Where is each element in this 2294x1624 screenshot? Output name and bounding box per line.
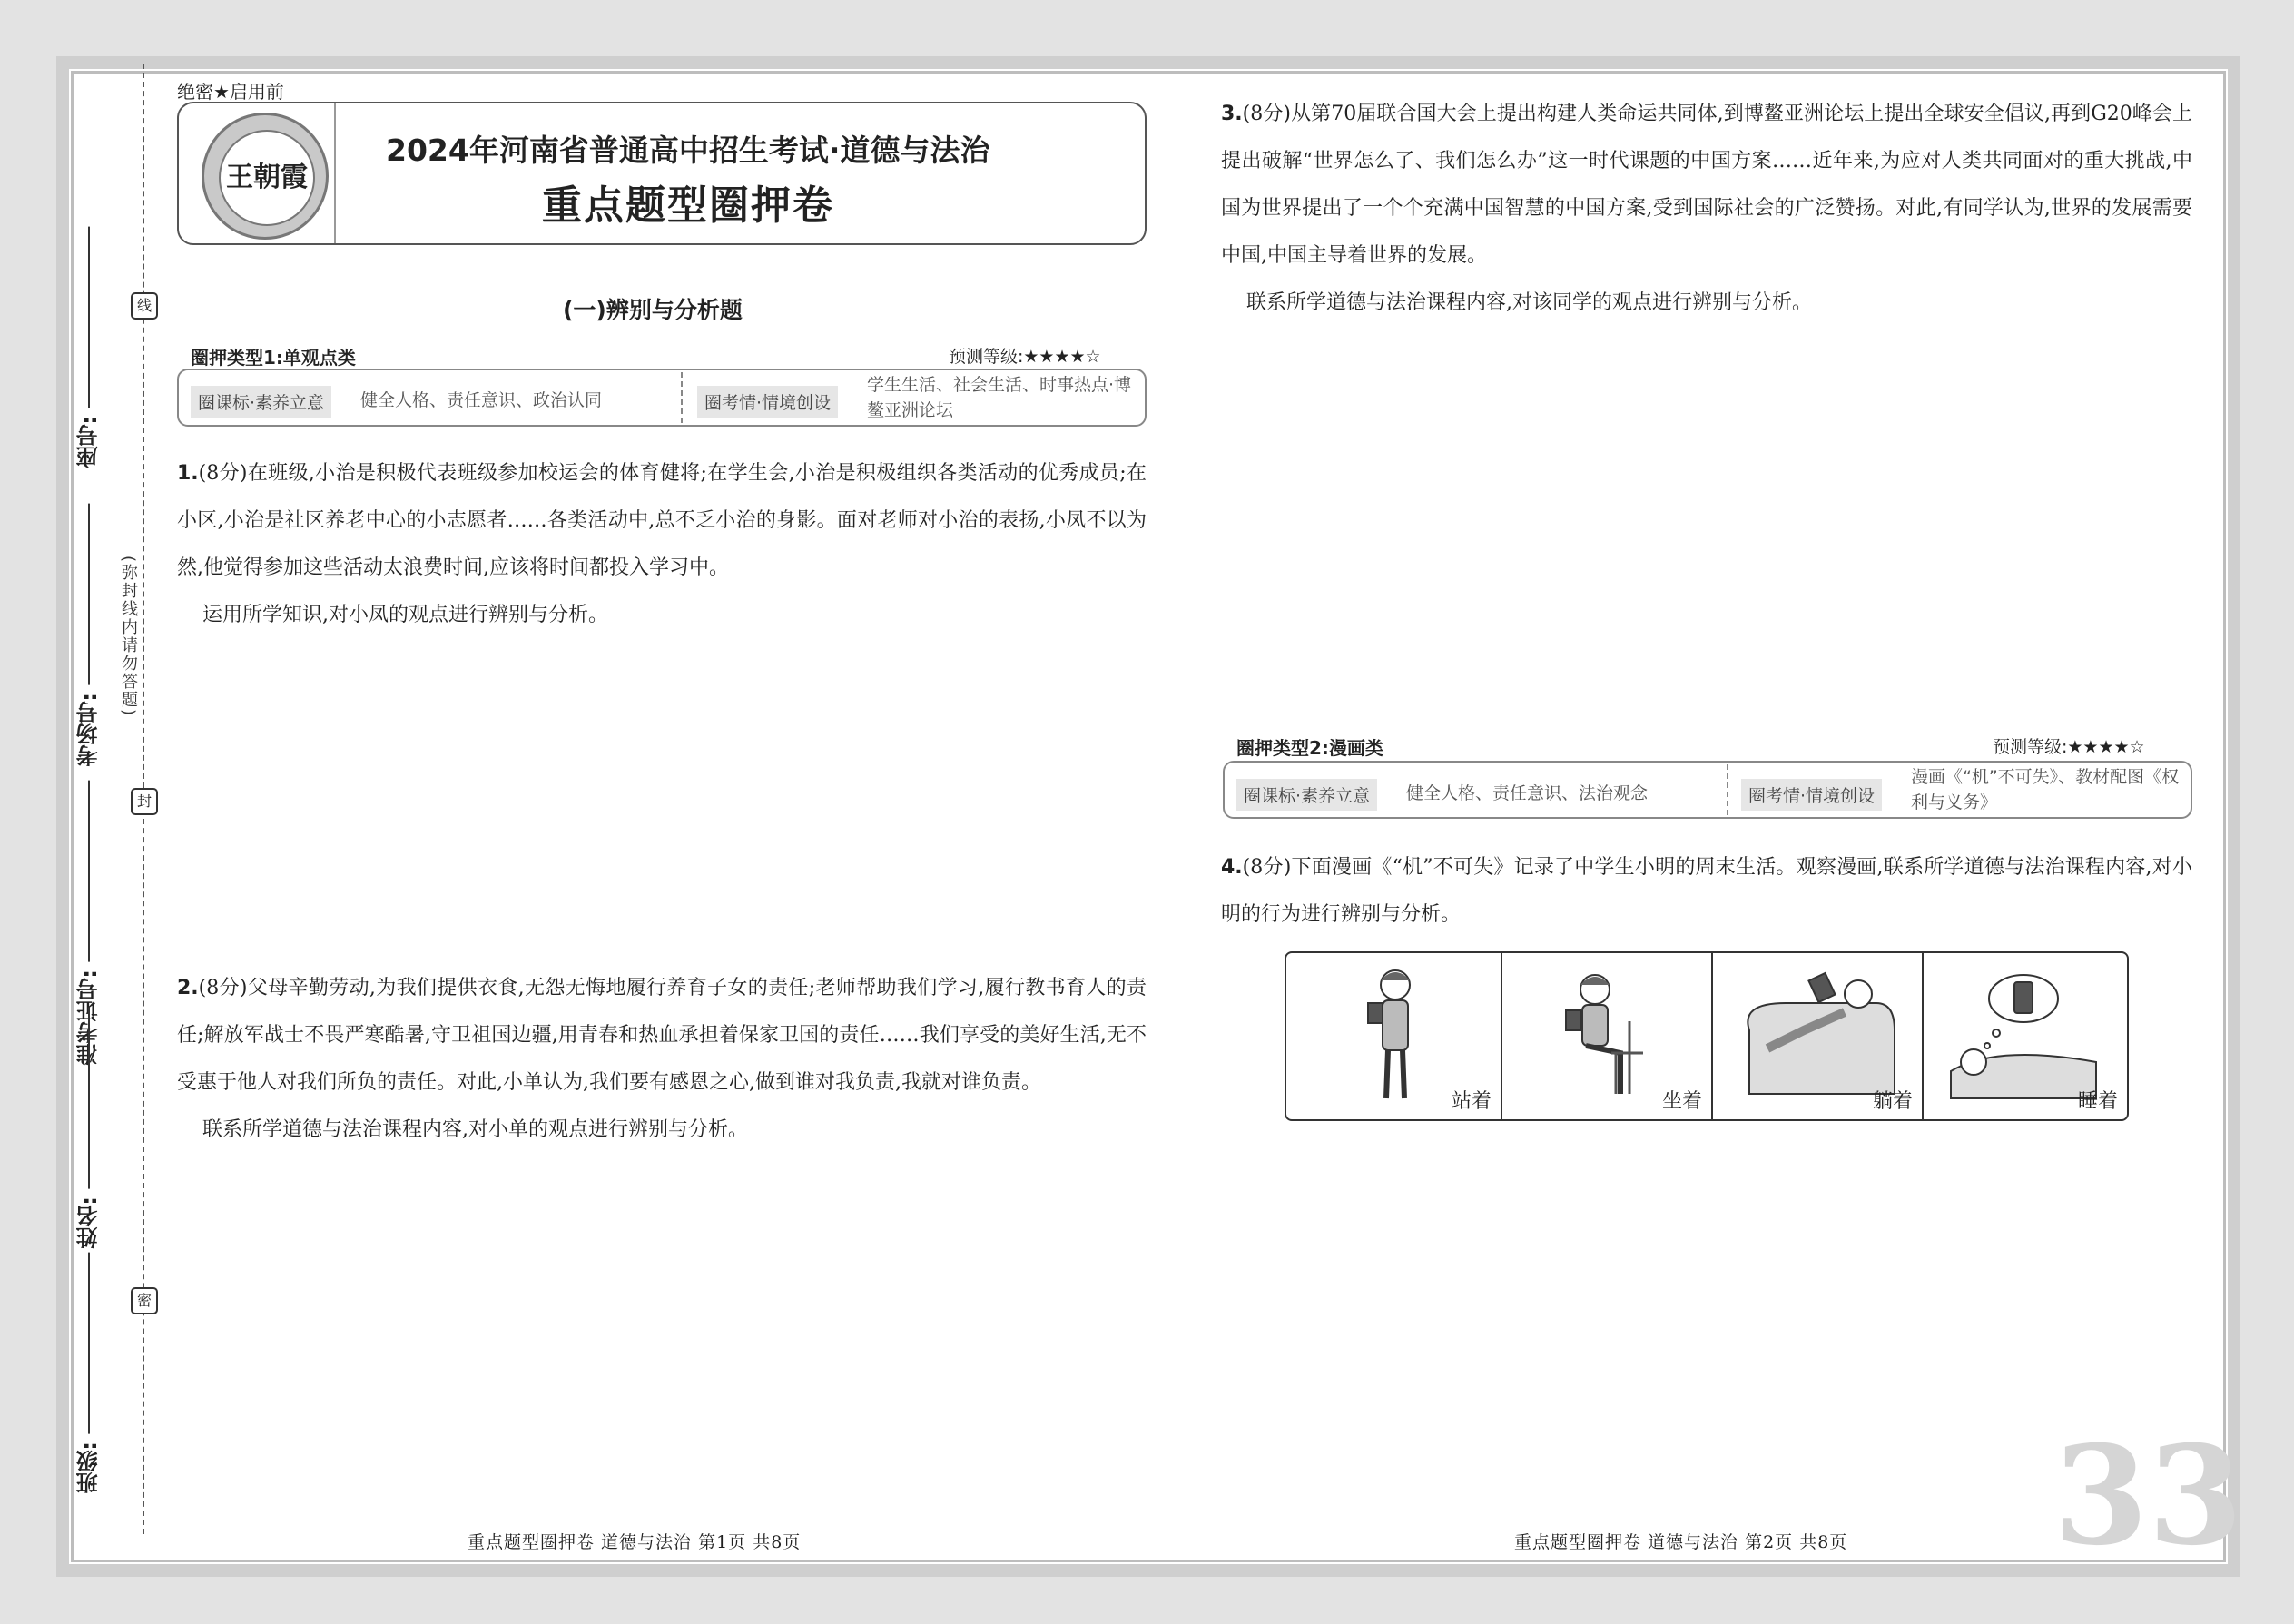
type2-prediction: 预测等级:★★★★☆ [1993, 737, 2145, 757]
question-1-ask: 运用所学知识,对小凤的观点进行辨别与分析。 [202, 604, 608, 626]
question-2 [177, 965, 1147, 1154]
type1-tag-standard: 圈课标·素养立意 [191, 386, 331, 418]
comic-caption-4: 睡着 [2077, 1090, 2118, 1113]
comic-strip [1285, 951, 2129, 1121]
binding-mark-seal: 封 [131, 788, 158, 815]
question-3 [1221, 91, 2192, 327]
type2-tag-standard: 圈课标·素养立意 [1236, 779, 1377, 811]
binding-mark-secret: 密 [131, 1287, 158, 1314]
field-exam-room: 考场号: [73, 504, 104, 767]
comic-caption-1: 站着 [1451, 1090, 1492, 1113]
standing-boy-illustration [1341, 962, 1450, 1107]
sitting-boy-illustration [1539, 967, 1666, 1112]
question-3-number: 3. [1221, 103, 1243, 125]
secret-label: 绝密★启用前 [177, 81, 284, 103]
question-1-number: 1. [177, 462, 199, 485]
field-class: 班级: [73, 1253, 104, 1494]
exam-title: 2024年河南省普通高中招生考试·道德与法治 [386, 133, 990, 168]
question-2-number: 2. [177, 977, 199, 999]
comic-panel-standing [1286, 953, 1502, 1119]
question-4 [1221, 844, 2192, 939]
field-seat-number: 座号: [73, 227, 104, 468]
type1-tag-context: 圈考情·情境创设 [697, 386, 838, 418]
title-divider [334, 103, 336, 243]
question-2-ask: 联系所学道德与法治课程内容,对小单的观点进行辨别与分析。 [202, 1118, 748, 1141]
question-4-body: (8分)下面漫画《“机”不可失》记录了中学生小明的周末生活。观察漫画,联系所学道德与法治课程内容,对小明的行为进行辨别与分析。 [1221, 856, 2192, 926]
comic-panel-lying [1713, 953, 1924, 1119]
question-4-number: 4. [1221, 856, 1243, 879]
section-title: (一)辨别与分析题 [563, 297, 743, 323]
type2-context-text: 漫画《“机”不可失》、教材配图《权利与义务》 [1911, 767, 2180, 812]
comic-panel-sitting [1502, 953, 1713, 1119]
binding-mark-line: 线 [131, 292, 158, 320]
type1-label: 圈押类型1:单观点类 [191, 347, 356, 369]
field-admission-number: 准考证号: [73, 781, 104, 1066]
footer-right: 重点题型圈押卷 道德与法治 第2页 共8页 [1514, 1532, 1848, 1552]
logo-text: 王朝霞 [219, 130, 315, 226]
exam-subtitle: 重点题型圈押卷 [542, 182, 834, 229]
comic-caption-2: 坐着 [1661, 1090, 1702, 1113]
binding-note: (弥封线内请勿答题) [119, 556, 138, 718]
question-1-body: (8分)在班级,小治是积极代表班级参加校运会的体育健将;在学生会,小治是积极组织各类活动的优秀成员;在小区,小治是社区养老中心的小志愿者……各类活动中,总不乏小治的身影。面对老师对小治的表扬,小凤不以为然,他觉得参加这些活动太浪费时间,应该将时间都投入学习中。 [177, 462, 1147, 579]
field-name: 姓名: [73, 1008, 104, 1249]
type1-standard-text: 健全人格、责任意识、政治认同 [360, 390, 603, 410]
comic-caption-3: 躺着 [1872, 1090, 1913, 1113]
publisher-logo [202, 113, 329, 240]
type2-standard-text: 健全人格、责任意识、法治观念 [1406, 783, 1649, 803]
question-3-body: (8分)从第70届联合国大会上提出构建人类命运共同体,到博鳌亚洲论坛上提出全球安全倡议,再到G20峰会上提出破解“世界怎么了、我们怎么办”这一时代课题的中国方案……近年来,为应对人类共同面对的重大挑战,中国为世界提出了一个个充满中国智慧的中国方案,受到国际社会的广泛赞扬。对此,有同学认为,世界的发展需要中国,中国主导着世界的发展。 [1221, 103, 2192, 267]
type1-context-text: 学生生活、社会生活、时事热点·博鳌亚洲论坛 [867, 375, 1132, 420]
type1-prediction: 预测等级:★★★★☆ [949, 347, 1101, 367]
question-2-body: (8分)父母辛勤劳动,为我们提供衣食,无怨无悔地履行养育子女的责任;老师帮助我们学习,履行教书育人的责任;解放军战士不畏严寒酷暑,守卫祖国边疆,用青春和热血承担着保家卫国的责任……我们享受的美好生活,无不受惠于他人对我们所负的责任。对此,小单认为,我们要有感恩之心,做到谁对我负责,我就对谁负责。 [177, 977, 1147, 1094]
comic-panel-sleeping [1924, 953, 2127, 1119]
type2-label: 圈押类型2:漫画类 [1236, 737, 1383, 759]
type2-divider [1727, 764, 1728, 815]
question-3-ask: 联系所学道德与法治课程内容,对该同学的观点进行辨别与分析。 [1246, 291, 1812, 314]
question-1 [177, 450, 1147, 639]
footer-left: 重点题型圈押卷 道德与法治 第1页 共8页 [468, 1532, 802, 1552]
type1-divider [681, 372, 683, 423]
page-number: 33 [2053, 1416, 2243, 1576]
type2-tag-context: 圈考情·情境创设 [1741, 779, 1882, 811]
